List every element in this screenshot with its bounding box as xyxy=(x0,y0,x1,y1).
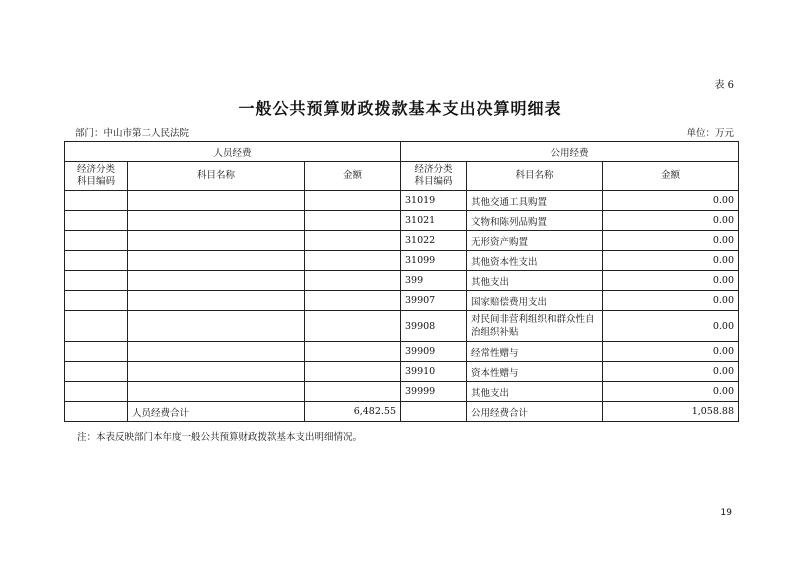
public-name-cell: 国家赔偿费用支出 xyxy=(467,291,603,311)
personnel-name-cell xyxy=(128,231,305,251)
personnel-amount-cell xyxy=(305,231,401,251)
personnel-amount-cell xyxy=(305,342,401,362)
public-code-cell: 39908 xyxy=(401,311,467,342)
public-amount-cell: 0.00 xyxy=(603,382,739,402)
table-row xyxy=(65,251,739,271)
public-name-cell: 其他支出 xyxy=(467,271,603,291)
personnel-total-label: 人员经费合计 xyxy=(128,402,305,422)
public-code-cell: 39907 xyxy=(401,291,467,311)
public-code-cell: 31099 xyxy=(401,251,467,271)
personnel-amount-cell xyxy=(305,291,401,311)
public-amount-cell: 0.00 xyxy=(603,211,739,231)
personnel-total-amount: 6,482.55 xyxy=(305,402,401,422)
public-total-code xyxy=(401,402,467,422)
personnel-name-cell xyxy=(128,342,305,362)
personnel-amount-cell xyxy=(305,271,401,291)
public-amount-cell: 0.00 xyxy=(603,291,739,311)
personnel-amount-cell xyxy=(305,311,401,342)
personnel-name-cell xyxy=(128,382,305,402)
personnel-code-cell xyxy=(65,291,128,311)
personnel-name-cell xyxy=(128,362,305,382)
personnel-amount-header: 金额 xyxy=(305,162,401,191)
unit-label: 单位：万元 xyxy=(686,128,734,139)
public-amount-cell: 0.00 xyxy=(603,271,739,291)
public-amount-cell: 0.00 xyxy=(603,362,739,382)
public-code-cell: 31022 xyxy=(401,231,467,251)
personnel-group-header: 人员经费 xyxy=(65,142,401,162)
table-row xyxy=(65,311,739,342)
personnel-code-cell xyxy=(65,382,128,402)
public-name-cell: 其他交通工具购置 xyxy=(467,191,603,211)
personnel-code-cell xyxy=(65,311,128,342)
public-code-cell: 399 xyxy=(401,271,467,291)
public-code-header: 经济分类 科目编码 xyxy=(401,162,467,191)
public-group-header: 公用经费 xyxy=(401,142,739,162)
public-code-cell: 31021 xyxy=(401,211,467,231)
public-code-cell: 31019 xyxy=(401,191,467,211)
personnel-amount-cell xyxy=(305,251,401,271)
group-header-row xyxy=(65,142,739,162)
public-name-header: 科目名称 xyxy=(467,162,603,191)
personnel-code-cell xyxy=(65,271,128,291)
personnel-code-cell xyxy=(65,211,128,231)
table-row xyxy=(65,382,739,402)
table-row xyxy=(65,211,739,231)
table-row xyxy=(65,231,739,251)
page-number: 19 xyxy=(720,508,732,518)
totals-row xyxy=(65,402,739,422)
public-name-cell: 其他资本性支出 xyxy=(467,251,603,271)
personnel-total-code xyxy=(65,402,128,422)
public-total-amount: 1,058.88 xyxy=(603,402,739,422)
table-row xyxy=(65,191,739,211)
public-name-cell: 无形资产购置 xyxy=(467,231,603,251)
table-row xyxy=(65,362,739,382)
public-amount-header: 金额 xyxy=(603,162,739,191)
public-amount-cell: 0.00 xyxy=(603,191,739,211)
public-name-cell: 其他支出 xyxy=(467,382,603,402)
table-row xyxy=(65,291,739,311)
personnel-amount-cell xyxy=(305,382,401,402)
personnel-name-header: 科目名称 xyxy=(128,162,305,191)
public-code-cell: 39910 xyxy=(401,362,467,382)
table-row xyxy=(65,342,739,362)
public-code-cell: 39999 xyxy=(401,382,467,402)
personnel-code-cell xyxy=(65,362,128,382)
public-amount-cell: 0.00 xyxy=(603,342,739,362)
public-name-cell: 文物和陈列品购置 xyxy=(467,211,603,231)
personnel-code-cell xyxy=(65,251,128,271)
personnel-name-cell xyxy=(128,191,305,211)
public-amount-cell: 0.00 xyxy=(603,231,739,251)
table-number: 表 6 xyxy=(714,80,734,91)
personnel-name-cell xyxy=(128,211,305,231)
personnel-name-cell xyxy=(128,291,305,311)
personnel-amount-cell xyxy=(305,191,401,211)
personnel-code-cell xyxy=(65,191,128,211)
table-row xyxy=(65,271,739,291)
personnel-amount-cell xyxy=(305,362,401,382)
public-amount-cell: 0.00 xyxy=(603,311,739,342)
personnel-name-cell xyxy=(128,271,305,291)
footnote: 注：本表反映部门本年度一般公共预算财政拨款基本支出明细情况。 xyxy=(77,432,363,443)
expenditure-table xyxy=(64,141,739,422)
public-name-cell: 对民间非营利组织和群众性自治组织补贴 xyxy=(467,311,603,342)
personnel-name-cell xyxy=(128,251,305,271)
personnel-code-cell xyxy=(65,342,128,362)
public-name-cell: 经常性赠与 xyxy=(467,342,603,362)
public-amount-cell: 0.00 xyxy=(603,251,739,271)
public-code-cell: 39909 xyxy=(401,342,467,362)
public-name-cell: 资本性赠与 xyxy=(467,362,603,382)
department-label: 部门：中山市第二人民法院 xyxy=(75,128,190,139)
personnel-code-header: 经济分类 科目编码 xyxy=(65,162,128,191)
page-title: 一般公共预算财政拨款基本支出决算明细表 xyxy=(238,99,562,118)
personnel-code-cell xyxy=(65,231,128,251)
personnel-amount-cell xyxy=(305,211,401,231)
column-header-row xyxy=(65,162,739,191)
personnel-name-cell xyxy=(128,311,305,342)
public-total-label: 公用经费合计 xyxy=(467,402,603,422)
